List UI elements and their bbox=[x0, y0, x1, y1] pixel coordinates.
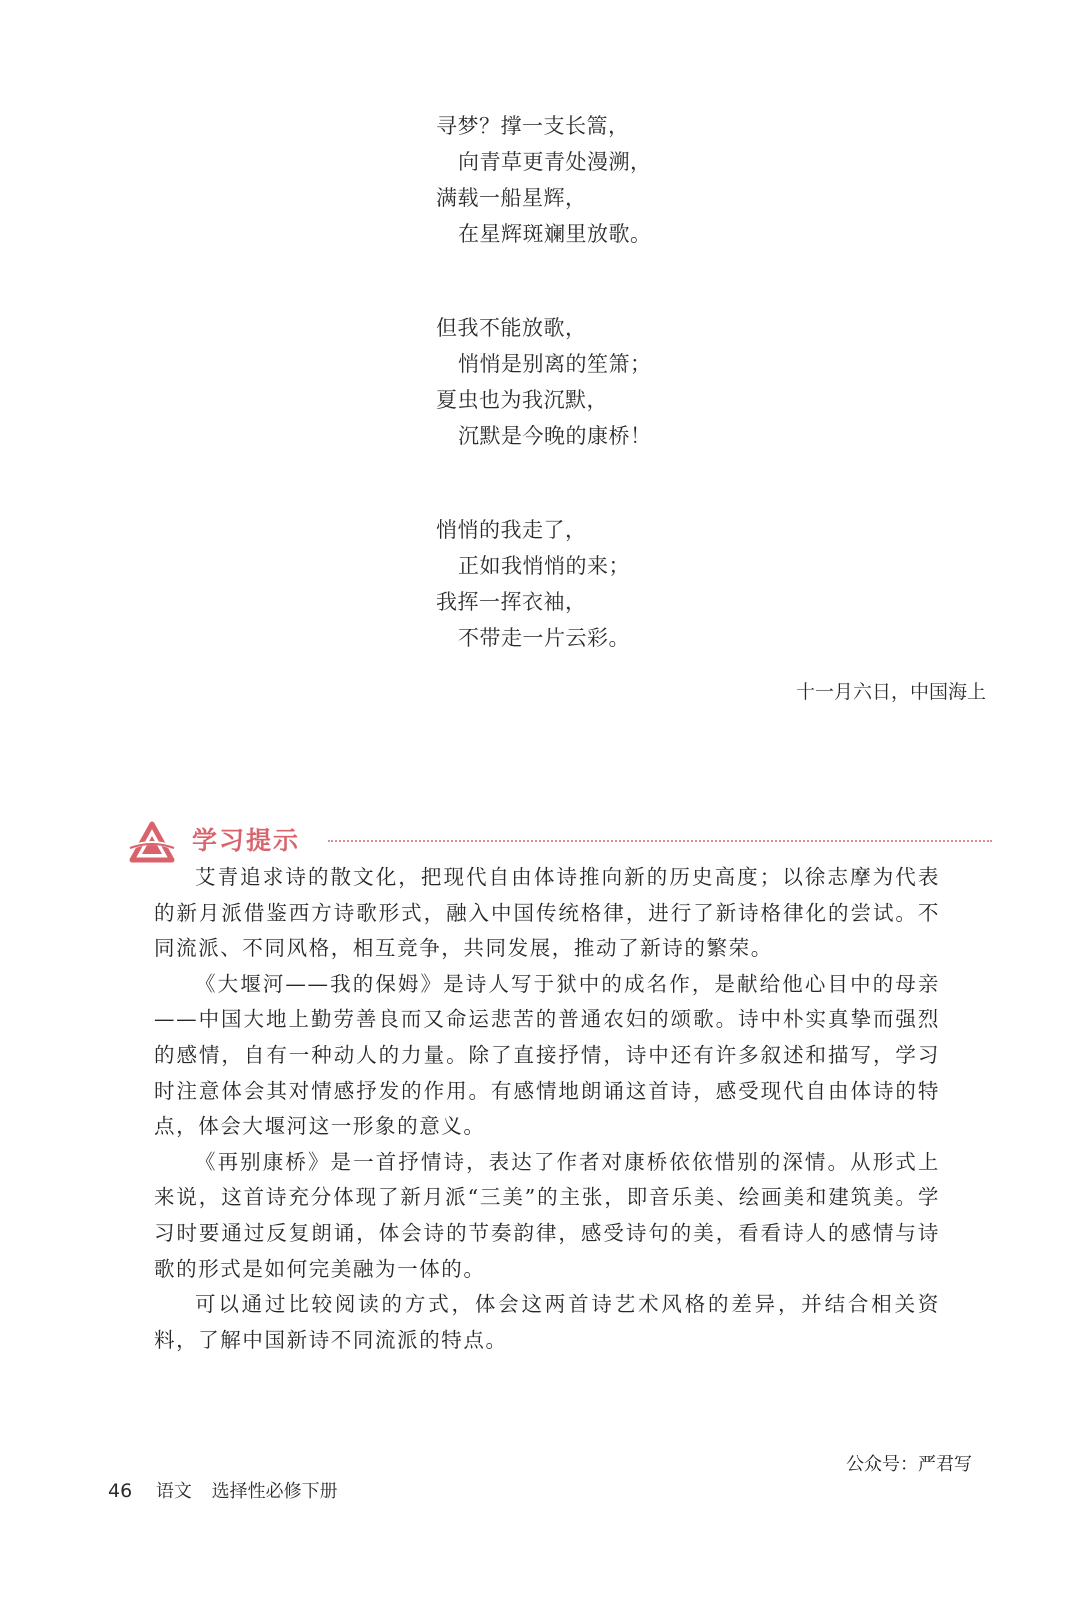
poem-line: 寻梦？撑一支长篙， bbox=[436, 114, 630, 138]
poem-line: 沉默是今晚的康桥！ bbox=[458, 424, 652, 448]
poem-line: 夏虫也为我沉默， bbox=[436, 388, 608, 412]
tips-paragraph: 艾青追求诗的散文化，把现代自由体诗推向新的历史高度；以徐志摩为代表的新月派借鉴西方诗歌形式，融入中国传统格律，进行了新诗格律化的尝试。不同流派、不同风格，相互竞争，共同发展，推动了新诗的繁荣。 bbox=[154, 865, 940, 961]
footer-subject: 语文 bbox=[155, 1481, 192, 1502]
dotted-divider bbox=[328, 840, 992, 842]
watermark-text: 公众号：严君写 bbox=[846, 1454, 972, 1475]
poem-line: 在星辉斑斓里放歌。 bbox=[458, 222, 652, 246]
study-tips-header bbox=[128, 818, 992, 866]
poem-line: 不带走一片云彩。 bbox=[458, 626, 630, 650]
poem-line: 满载一船星辉， bbox=[436, 186, 587, 210]
footer-book-title: 选择性必修下册 bbox=[211, 1481, 338, 1502]
poem-dateline: 十一月六日，中国海上 bbox=[795, 681, 986, 703]
tips-paragraph: 可以通过比较阅读的方式，体会这两首诗艺术风格的差异，并结合相关资料，了解中国新诗不同流派的特点。 bbox=[154, 1292, 940, 1352]
poem-line: 悄悄的我走了， bbox=[436, 518, 587, 542]
tips-paragraph: 《再别康桥》是一首抒情诗，表达了作者对康桥依依惜别的深情。从形式上来说，这首诗充分体现了新月派“三美”的主张，即音乐美、绘画美和建筑美。学习时要通过反复朗诵，体会诗的节奏韵律，感受诗句的美，看看诗人的感情与诗歌的形式是如何完美融为一体的。 bbox=[154, 1149, 940, 1281]
poem-stanza bbox=[436, 310, 836, 454]
study-tips-title: 学习提示 bbox=[192, 826, 301, 855]
poem-line: 正如我悄悄的来； bbox=[458, 554, 630, 578]
poem-stanza bbox=[436, 512, 836, 656]
poem-line: 悄悄是别离的笙箫； bbox=[458, 352, 652, 376]
poem-line: 我挥一挥衣袖， bbox=[436, 590, 587, 614]
poem bbox=[436, 108, 836, 714]
poem-line: 向青草更青处漫溯， bbox=[458, 150, 652, 174]
poem-line: 但我不能放歌， bbox=[436, 316, 587, 340]
tips-paragraph: 《大堰河——我的保姆》是诗人写于狱中的成名作，是献给他心目中的母亲——中国大地上勤劳善良而又命运悲苦的普通农妇的颂歌。诗中朴实真挚而强烈的感情，自有一种动人的力量。除了直接抒情，诗中还有许多叙述和描写，学习时注意体会其对情感抒发的作用。有感情地朗诵这首诗，感受现代自由体诗的特点，体会大堰河这一形象的意义。 bbox=[154, 971, 940, 1139]
study-tips-body bbox=[154, 860, 940, 1358]
poem-stanza bbox=[436, 108, 836, 252]
study-tips-logo-icon bbox=[128, 820, 176, 864]
page-footer bbox=[108, 1478, 338, 1505]
page-number: 46 bbox=[108, 1480, 133, 1502]
